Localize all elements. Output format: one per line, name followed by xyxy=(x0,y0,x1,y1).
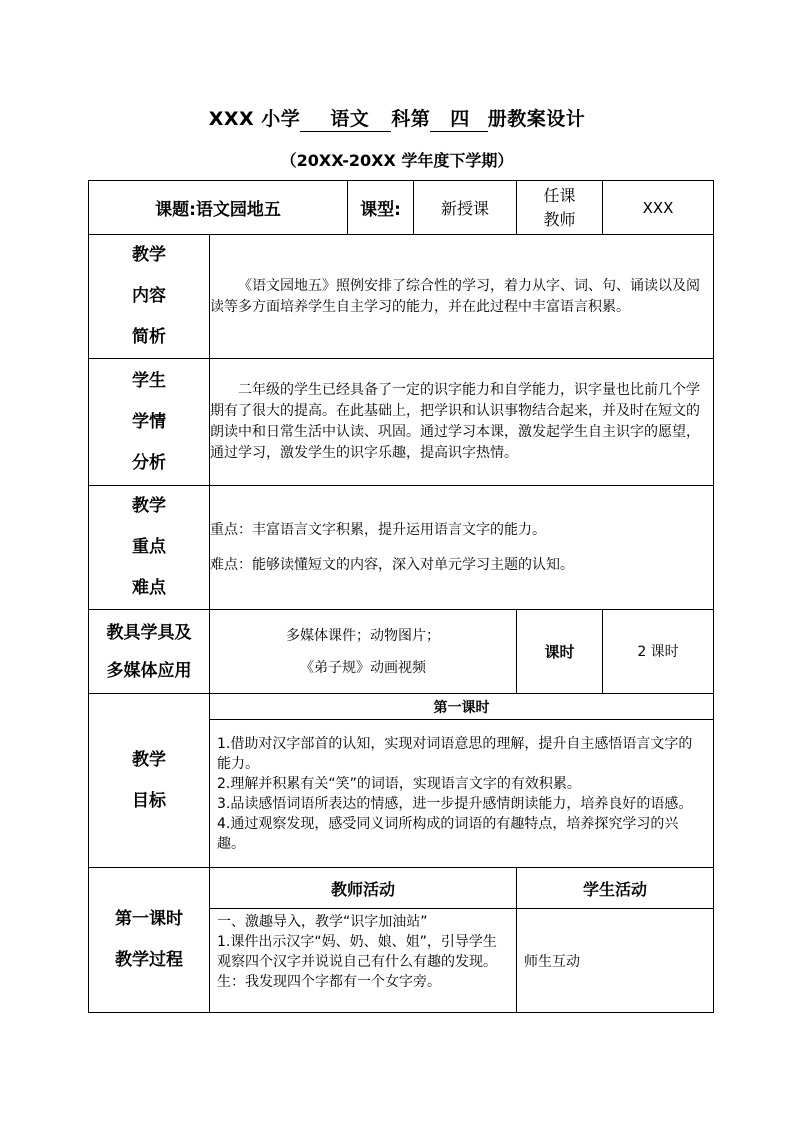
goal-item: 4.通过观察发现，感受同义词所构成的词语的有趣特点，培养探究学习的兴趣。 xyxy=(217,815,679,852)
teacher-activity-text xyxy=(210,909,517,1013)
student-analysis-row xyxy=(89,359,714,486)
semester-subtitle: （20XX-20XX 学年度下学期） xyxy=(280,151,514,170)
tools-row xyxy=(89,610,714,694)
process-label xyxy=(89,868,210,1013)
label-line: 教学 xyxy=(132,749,166,770)
type-label: 课型: xyxy=(348,181,414,235)
teacher-activity-line: 一、激趣导入，教学“识字加油站” xyxy=(217,914,428,930)
key-points-label xyxy=(89,486,210,610)
goals-label xyxy=(89,694,210,868)
lesson-plan-table xyxy=(88,180,714,1013)
teacher-label-line1: 任课 xyxy=(543,185,576,205)
teacher-activity-head: 教师活动 xyxy=(210,868,517,909)
goal-item: 1.借助对汉字部首的认知，实现对词语意思的理解，提升自主感悟语言文字的能力。 xyxy=(217,735,693,772)
key-points-text xyxy=(210,486,714,610)
tools-line1: 多媒体课件；动物图片； xyxy=(286,627,440,644)
label-line: 教具学具及 xyxy=(106,622,192,643)
label-line: 第一课时 xyxy=(115,909,183,929)
label-line: 目标 xyxy=(132,790,166,811)
label-line: 难点 xyxy=(132,578,166,598)
label-line: 内容 xyxy=(132,286,166,306)
info-row xyxy=(89,181,714,235)
student-analysis-text: 二年级的学生已经具备了一定的识字能力和自学能力，识字量也比前几个学期有了很大的提高。在此基础上，把学识和认识事物结合起来，并及时在短文的朗读中和日常生活中认读、巩固。通过学习本课，激发起学生自主识字的愿望，通过学习，激发学生的识字乐趣，提高识字热情。 xyxy=(210,359,714,486)
focus-text: 重点：丰富语言文字积累，提升运用语言文字的能力。 xyxy=(210,521,546,538)
goal-item: 3.品读感悟词语所表达的情感，进一步提升感情朗读能力，培养良好的语感。 xyxy=(217,795,693,812)
key-points-row xyxy=(89,486,714,610)
label-line: 学情 xyxy=(132,411,166,432)
teacher-value: XXX xyxy=(603,181,714,235)
goals-list xyxy=(210,720,714,868)
hours-value: 2 课时 xyxy=(603,610,714,694)
student-activity-text: 师生互动 xyxy=(517,909,714,1013)
process-head-row xyxy=(89,868,714,909)
tools-line2: 《弟子规》动画视频 xyxy=(300,659,426,676)
teacher-activity-line: 生：我发现四个字都有一个女字旁。 xyxy=(217,974,441,990)
topic-cell: 课题:语文园地五 xyxy=(89,181,348,235)
hours-label: 课时 xyxy=(517,610,603,694)
teacher-label-line2: 教师 xyxy=(543,209,576,229)
content-intro-text: 《语文园地五》照例安排了综合性的学习，着力从字、词、句、诵读以及阅读等多方面培养学生自主学习的能力，并在此过程中丰富语言积累。 xyxy=(210,235,714,359)
label-line: 教学 xyxy=(132,245,166,265)
tools-text xyxy=(210,610,517,694)
goal-item: 2.理解并积累有关“笑”的词语，实现语言文字的有效积累。 xyxy=(217,775,581,792)
content-intro-row xyxy=(89,235,714,359)
student-analysis-label xyxy=(89,359,210,486)
school-name: XXX 小学 xyxy=(208,108,301,130)
label-line: 分析 xyxy=(132,452,166,473)
volume-field: 四 xyxy=(430,104,488,132)
goals-title-row xyxy=(89,694,714,720)
label-line: 学生 xyxy=(132,370,166,391)
label-line: 多媒体应用 xyxy=(106,660,192,681)
teacher-activity-line: 1.课件出示汉字“妈、奶、娘、姐”，引导学生观察四个汉字并说说自己有什么有趣的发现。 xyxy=(217,934,497,970)
type-value: 新授课 xyxy=(414,181,517,235)
title-mid-text: 科第 xyxy=(391,108,431,130)
title-suffix-text: 册教案设计 xyxy=(487,108,586,130)
subject-field: 语文 xyxy=(300,104,391,132)
page-title xyxy=(0,104,794,132)
label-line: 重点 xyxy=(132,537,166,557)
difficulty-text: 难点：能够读懂短文的内容，深入对单元学习主题的认知。 xyxy=(210,556,574,573)
label-line: 教学 xyxy=(132,496,166,516)
goals-lesson-title: 第一课时 xyxy=(210,694,714,720)
teacher-label xyxy=(517,181,603,235)
tools-label xyxy=(89,610,210,694)
student-activity-head: 学生活动 xyxy=(517,868,714,909)
content-intro-label xyxy=(89,235,210,359)
label-line: 教学过程 xyxy=(115,950,183,970)
label-line: 简析 xyxy=(132,327,166,347)
